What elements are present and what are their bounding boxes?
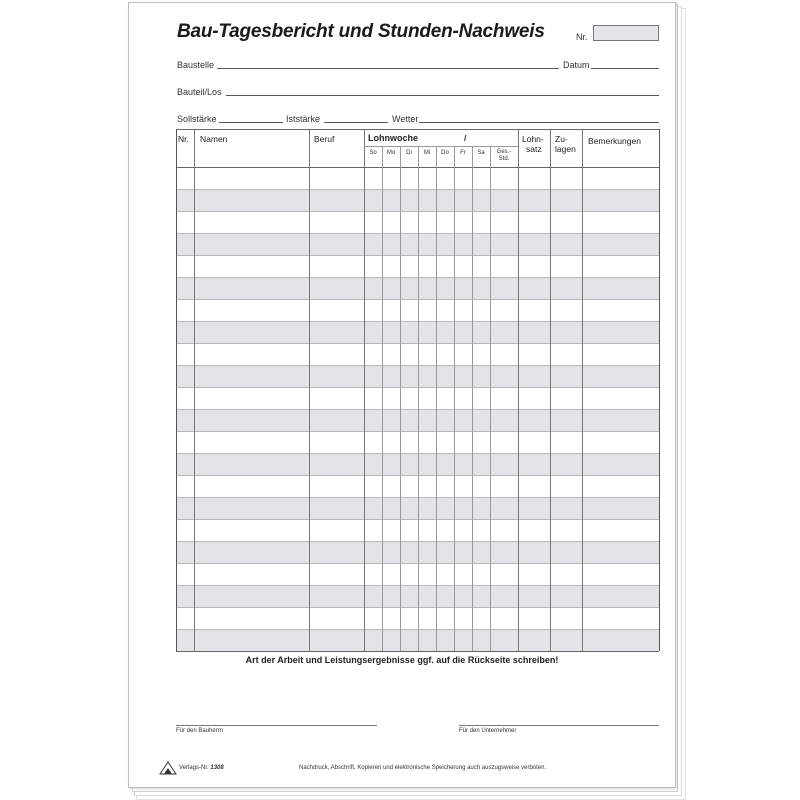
- day-column-divider: [454, 146, 455, 651]
- column-header-zulagen: Zu-: [555, 134, 568, 144]
- day-header-mi: Mi: [423, 150, 431, 156]
- iststaerke-field[interactable]: [324, 122, 388, 123]
- table-top-border: [176, 129, 659, 130]
- column-divider: [364, 129, 365, 651]
- table-bottom-border: [176, 651, 659, 652]
- day-header-sa: Sa: [477, 150, 485, 156]
- datum-label: Datum: [563, 60, 590, 70]
- lohnwoche-separator: /: [464, 133, 467, 143]
- column-header-zulagen-2: lagen: [555, 144, 576, 154]
- column-divider: [518, 129, 519, 651]
- column-header-lohnwoche: Lohnwoche: [368, 133, 418, 143]
- day-header-mo: Mo: [386, 150, 396, 156]
- sollstaerke-label: Sollstärke: [177, 114, 217, 124]
- column-divider: [659, 129, 660, 651]
- unternehmer-label: Für den Unternehmer: [459, 728, 517, 734]
- verlag-label-text: Verlags-Nr.: [179, 765, 209, 771]
- datum-field[interactable]: [591, 68, 659, 69]
- baustelle-label: Baustelle: [177, 60, 215, 70]
- column-divider: [176, 129, 177, 651]
- nr-label: Nr.: [576, 32, 588, 42]
- wetter-field[interactable]: [419, 122, 659, 123]
- column-divider: [582, 129, 583, 651]
- wetter-label: Wetter: [392, 114, 419, 124]
- day-header-do: Do: [441, 150, 449, 156]
- baustelle-field[interactable]: [217, 68, 559, 69]
- sollstaerke-field[interactable]: [219, 122, 283, 123]
- form-page: [128, 2, 676, 788]
- column-header-lohnsatz-2: satz: [526, 144, 542, 154]
- lohnwoche-subheader-line: [364, 146, 518, 147]
- column-divider: [550, 129, 551, 651]
- publisher-logo-icon: [159, 761, 177, 775]
- day-header-fr: Fr: [460, 150, 466, 156]
- bauherr-label: Für den Bauherrn: [176, 728, 224, 734]
- column-header-beruf: Beruf: [314, 134, 335, 144]
- form-title: Bau-Tagesbericht und Stunden-Nachweis: [177, 21, 545, 42]
- unternehmer-signature-line[interactable]: [459, 725, 659, 726]
- day-column-divider: [382, 146, 383, 651]
- bauteil-field[interactable]: [226, 95, 659, 96]
- column-divider: [194, 129, 195, 651]
- day-header-ges-std: Ges.-: [496, 149, 512, 155]
- column-header-namen: Namen: [200, 134, 228, 144]
- day-column-divider: [400, 146, 401, 651]
- day-header-di: Di: [406, 150, 412, 156]
- day-column-divider: [418, 146, 419, 651]
- day-column-divider: [436, 146, 437, 651]
- column-divider: [309, 129, 310, 651]
- hours-table: [176, 129, 659, 651]
- bauherr-signature-line[interactable]: [176, 725, 377, 726]
- column-header-lohnsatz: Lohn-: [522, 134, 544, 144]
- copyright-notice: Nachdruck, Abschrift, Kopieren und elektronische Speicherung auch auszugsweise verboten.: [299, 765, 547, 771]
- day-column-divider: [490, 146, 491, 651]
- day-column-divider: [472, 146, 473, 651]
- instruction-note: Art der Arbeit und Leistungsergebnisse ggf. auf die Rückseite schreiben!: [245, 655, 559, 665]
- iststaerke-label: Iststärke: [286, 114, 321, 124]
- verlag-label: [179, 765, 224, 771]
- bauteil-label: Bauteil/Los: [177, 87, 222, 97]
- column-header-bemerkungen: Bemerkungen: [588, 136, 641, 146]
- nr-field[interactable]: [593, 25, 659, 41]
- column-header-nr: Nr.: [178, 134, 189, 144]
- day-header-ges-std-2: Std.: [498, 156, 510, 162]
- verlag-number: 1308: [210, 765, 224, 771]
- day-header-so: So: [369, 150, 377, 156]
